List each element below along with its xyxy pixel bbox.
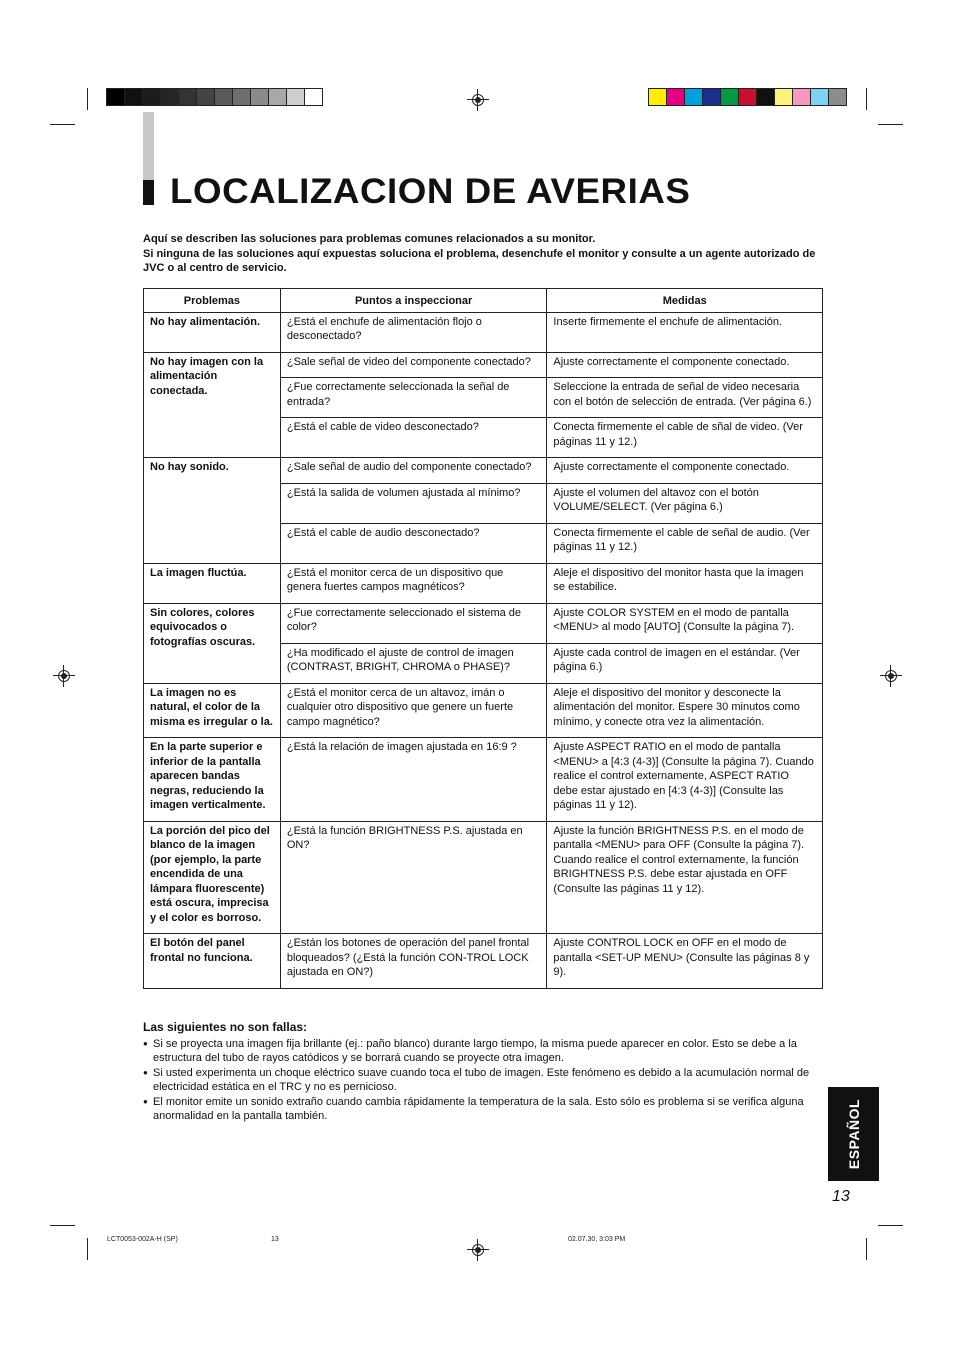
- problem-cell: La imagen fluctúa.: [144, 563, 281, 603]
- measure-cell: Aleje el dispositivo del monitor y desconecte la alimentación del monitor. Espere 30 minutos como mínimo, y conecte otra vez la alimentación.: [547, 683, 823, 738]
- measure-cell: Ajuste cada control de imagen en el estándar. (Ver página 6.): [547, 643, 823, 683]
- inspection-point-cell: ¿Fue correctamente seleccionado el sistema de color?: [280, 603, 547, 643]
- color-swatch: [251, 89, 269, 105]
- color-swatch: [215, 89, 233, 105]
- inspection-point-cell: ¿Están los botones de operación del panel frontal bloqueados? (¿Está la función CON-TROL LOCK ajustada en ON?): [280, 934, 547, 989]
- page-number: 13: [832, 1188, 850, 1205]
- color-swatch: [685, 89, 703, 105]
- registration-mark-icon: [470, 1242, 486, 1258]
- measure-cell: Ajuste el volumen del altavoz con el botón VOLUME/SELECT. (Ver página 6.): [547, 483, 823, 523]
- footer-doc-code: LCT0053-002A-H (SP): [107, 1236, 178, 1243]
- crop-mark: [878, 124, 903, 125]
- crop-mark: [50, 1225, 75, 1226]
- header-problems: Problemas: [144, 289, 281, 313]
- note-item: ● El monitor emite un sonido extraño cuando cambia rápidamente la temperatura de la sala. Esto sólo es problema si se verifica alguna anormalidad en la pantalla también.: [143, 1095, 825, 1124]
- crop-mark: [50, 124, 75, 125]
- color-swatch: [649, 89, 667, 105]
- inspection-point-cell: ¿Está la función BRIGHTNESS P.S. ajustada en ON?: [280, 821, 547, 934]
- inspection-point-cell: ¿Está la relación de imagen ajustada en 16:9 ?: [280, 738, 547, 822]
- registration-mark-icon: [56, 668, 72, 684]
- header-points: Puntos a inspeccionar: [280, 289, 547, 313]
- problem-cell: No hay imagen con la alimentación conectada.: [144, 352, 281, 458]
- registration-mark-icon: [470, 92, 486, 108]
- crop-mark: [87, 88, 88, 110]
- measure-cell: Ajuste CONTROL LOCK en OFF en el modo de pantalla <SET-UP MENU> (Consulte las páginas 8 y 9).: [547, 934, 823, 989]
- problem-cell: No hay alimentación.: [144, 312, 281, 352]
- table-row: [144, 821, 823, 934]
- inspection-point-cell: ¿Fue correctamente seleccionada la señal de entrada?: [280, 378, 547, 418]
- troubleshooting-table: [143, 288, 823, 989]
- grayscale-calibration-bar: [106, 88, 323, 106]
- table-row: [144, 683, 823, 738]
- table-row: [144, 738, 823, 822]
- footer-page: 13: [271, 1236, 279, 1243]
- problem-cell: No hay sonido.: [144, 458, 281, 564]
- problem-cell: La imagen no es natural, el color de la misma es irregular o la.: [144, 683, 281, 738]
- table-row: [144, 312, 823, 352]
- measure-cell: Ajuste ASPECT RATIO en el modo de pantalla <MENU> a [4:3 (4-3)] (Consulte la página 7). Cuando realice el control externamente, ASPECT RATIO debe estar ajustado en [4:3 (4-3)] (Consulte las páginas 11 y 12).: [547, 738, 823, 822]
- intro-line-1: Aquí se describen las soluciones para problemas comunes relacionados a su monitor.: [143, 233, 596, 245]
- intro-line-2: Si ninguna de las soluciones aquí expuestas soluciona el problema, desenchufe el monitor y consulte a un agente autorizado de JVC o al centro de servicio.: [143, 247, 816, 274]
- measure-cell: Ajuste la función BRIGHTNESS P.S. en el modo de pantalla <MENU> para OFF (Consulte la página 7). Cuando realice el control externamente, la función BRIGHTNESS P.S. debe estar ajustada en OFF (Consulte las páginas 11 y 12).: [547, 821, 823, 934]
- header-measures: Medidas: [547, 289, 823, 313]
- footer-datetime: 02.07.30, 3:03 PM: [568, 1236, 626, 1243]
- inspection-point-cell: ¿Está el monitor cerca de un altavoz, imán o cualquier otro dispositivo que genere un fuerte campo magnético?: [280, 683, 547, 738]
- title-accent-strip: [143, 112, 154, 180]
- measure-cell: Conecta firmemente el cable de señal de audio. (Ver páginas 11 y 12.): [547, 523, 823, 563]
- table-row: [144, 563, 823, 603]
- measure-cell: Conecta firmemente el cable de sñal de video. (Ver páginas 11 y 12.): [547, 418, 823, 458]
- registration-mark-icon: [883, 668, 899, 684]
- language-label: ESPAÑOL: [845, 1098, 862, 1170]
- color-swatch: [739, 89, 757, 105]
- crop-mark: [878, 1225, 903, 1226]
- color-swatch: [143, 89, 161, 105]
- measure-cell: Aleje el dispositivo del monitor hasta que la imagen se estabilice.: [547, 563, 823, 603]
- inspection-point-cell: ¿Sale señal de audio del componente conectado?: [280, 458, 547, 484]
- color-swatch: [161, 89, 179, 105]
- measure-cell: Ajuste correctamente el componente conectado.: [547, 352, 823, 378]
- measure-cell: Inserte firmemente el enchufe de alimentación.: [547, 312, 823, 352]
- crop-mark: [87, 1238, 88, 1260]
- color-swatch: [179, 89, 197, 105]
- measure-cell: Ajuste COLOR SYSTEM en el modo de pantalla <MENU> al modo [AUTO] (Consulte la página 7).: [547, 603, 823, 643]
- table-row: [144, 603, 823, 643]
- color-swatch: [793, 89, 811, 105]
- table-row: [144, 458, 823, 484]
- color-swatch: [305, 89, 322, 105]
- color-swatch: [287, 89, 305, 105]
- page-title: LOCALIZACION DE AVERIAS: [170, 172, 691, 211]
- crop-mark: [866, 88, 867, 110]
- notes-heading: Las siguientes no son fallas:: [143, 1020, 308, 1034]
- language-tab: [828, 1087, 879, 1181]
- problem-cell: En la parte superior e inferior de la pantalla aparecen bandas negras, reduciendo la imagen verticalmente.: [144, 738, 281, 822]
- color-swatch: [197, 89, 215, 105]
- inspection-point-cell: ¿Está el cable de video desconectado?: [280, 418, 547, 458]
- inspection-point-cell: ¿Está el monitor cerca de un dispositivo que genera fuertes campos magnéticos?: [280, 563, 547, 603]
- color-swatch: [757, 89, 775, 105]
- intro-text: [143, 232, 823, 276]
- inspection-point-cell: ¿Está el enchufe de alimentación flojo o desconectado?: [280, 312, 547, 352]
- problem-cell: La porción del pico del blanco de la imagen (por ejemplo, la parte encendida de una lámpara fluorescente) está oscura, imprecisa y el color es borroso.: [144, 821, 281, 934]
- problem-cell: El botón del panel frontal no funciona.: [144, 934, 281, 989]
- not-faults-section: [143, 1020, 825, 1124]
- color-swatch: [721, 89, 739, 105]
- measure-cell: Seleccione la entrada de señal de video necesaria con el botón de selección de entrada. (Ver página 6.): [547, 378, 823, 418]
- table-row: [144, 352, 823, 378]
- color-swatch: [667, 89, 685, 105]
- color-swatch: [107, 89, 125, 105]
- color-swatch: [703, 89, 721, 105]
- inspection-point-cell: ¿Ha modificado el ajuste de control de imagen (CONTRAST, BRIGHT, CHROMA o PHASE)?: [280, 643, 547, 683]
- crop-mark: [866, 1238, 867, 1260]
- color-swatch: [829, 89, 846, 105]
- title-accent-bar: [143, 180, 154, 205]
- color-swatch: [775, 89, 793, 105]
- inspection-point-cell: ¿Está la salida de volumen ajustada al mínimo?: [280, 483, 547, 523]
- color-swatch: [811, 89, 829, 105]
- color-swatch: [125, 89, 143, 105]
- inspection-point-cell: ¿Está el cable de audio desconectado?: [280, 523, 547, 563]
- color-calibration-bar: [648, 88, 847, 106]
- inspection-point-cell: ¿Sale señal de video del componente conectado?: [280, 352, 547, 378]
- note-item: ● Si se proyecta una imagen fija brillante (ej.: paño blanco) durante largo tiempo, la misma puede aparecer en color. Esto se debe a la estructura del tubo de rayos catódicos y se borrará cuando se proyecte otra imagen.: [143, 1037, 825, 1066]
- color-swatch: [269, 89, 287, 105]
- problem-cell: Sin colores, colores equivocados o fotografías oscuras.: [144, 603, 281, 683]
- table-row: [144, 934, 823, 989]
- measure-cell: Ajuste correctamente el componente conectado.: [547, 458, 823, 484]
- table-header-row: [144, 289, 823, 313]
- color-swatch: [233, 89, 251, 105]
- note-item: ● Si usted experimenta un choque eléctrico suave cuando toca el tubo de imagen. Este fenómeno es debido a la acumulación normal de electricidad estática en el TRC y no es pernicioso.: [143, 1066, 825, 1095]
